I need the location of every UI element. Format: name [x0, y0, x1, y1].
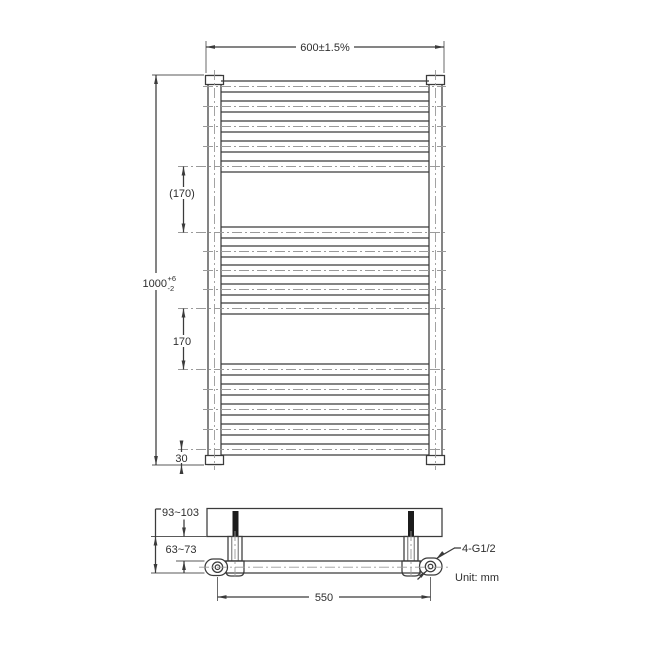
bracket-bolt-left	[233, 511, 239, 537]
upper-gap-dim-label: (170)	[169, 188, 195, 200]
connection-cap-right	[420, 558, 443, 575]
install-view	[151, 507, 499, 604]
width-dim-label: 600±1.5%	[300, 42, 350, 54]
wall-to-inner-dimension	[162, 520, 201, 574]
front-view	[139, 41, 446, 474]
wall-to-outer-dim-label: 93~103	[162, 507, 200, 519]
wall	[207, 509, 442, 537]
lower-gap-dim-label: 170	[172, 336, 192, 348]
height-dim-tol-minus: -2	[167, 284, 175, 293]
wall-to-outer-dimension	[154, 507, 199, 573]
spacing-dim-label: 550	[314, 592, 334, 604]
width-dimension	[206, 41, 444, 54]
height-dim-tol-plus: +6	[167, 274, 177, 283]
bottom-offset-dimension	[172, 441, 191, 475]
spacing-dimension	[218, 591, 431, 604]
unit-note: Unit: mm	[455, 572, 499, 584]
upper-gap-dimension	[165, 167, 199, 233]
bottom-offset-dim-label: 30	[175, 453, 188, 465]
lower-gap-dimension	[169, 309, 195, 370]
thread-callout-label: 4-G1/2	[462, 543, 496, 555]
height-dim-label: 1000	[142, 278, 167, 290]
wall-to-inner-dim-label: 63~73	[165, 544, 197, 556]
height-dimension	[139, 75, 179, 465]
